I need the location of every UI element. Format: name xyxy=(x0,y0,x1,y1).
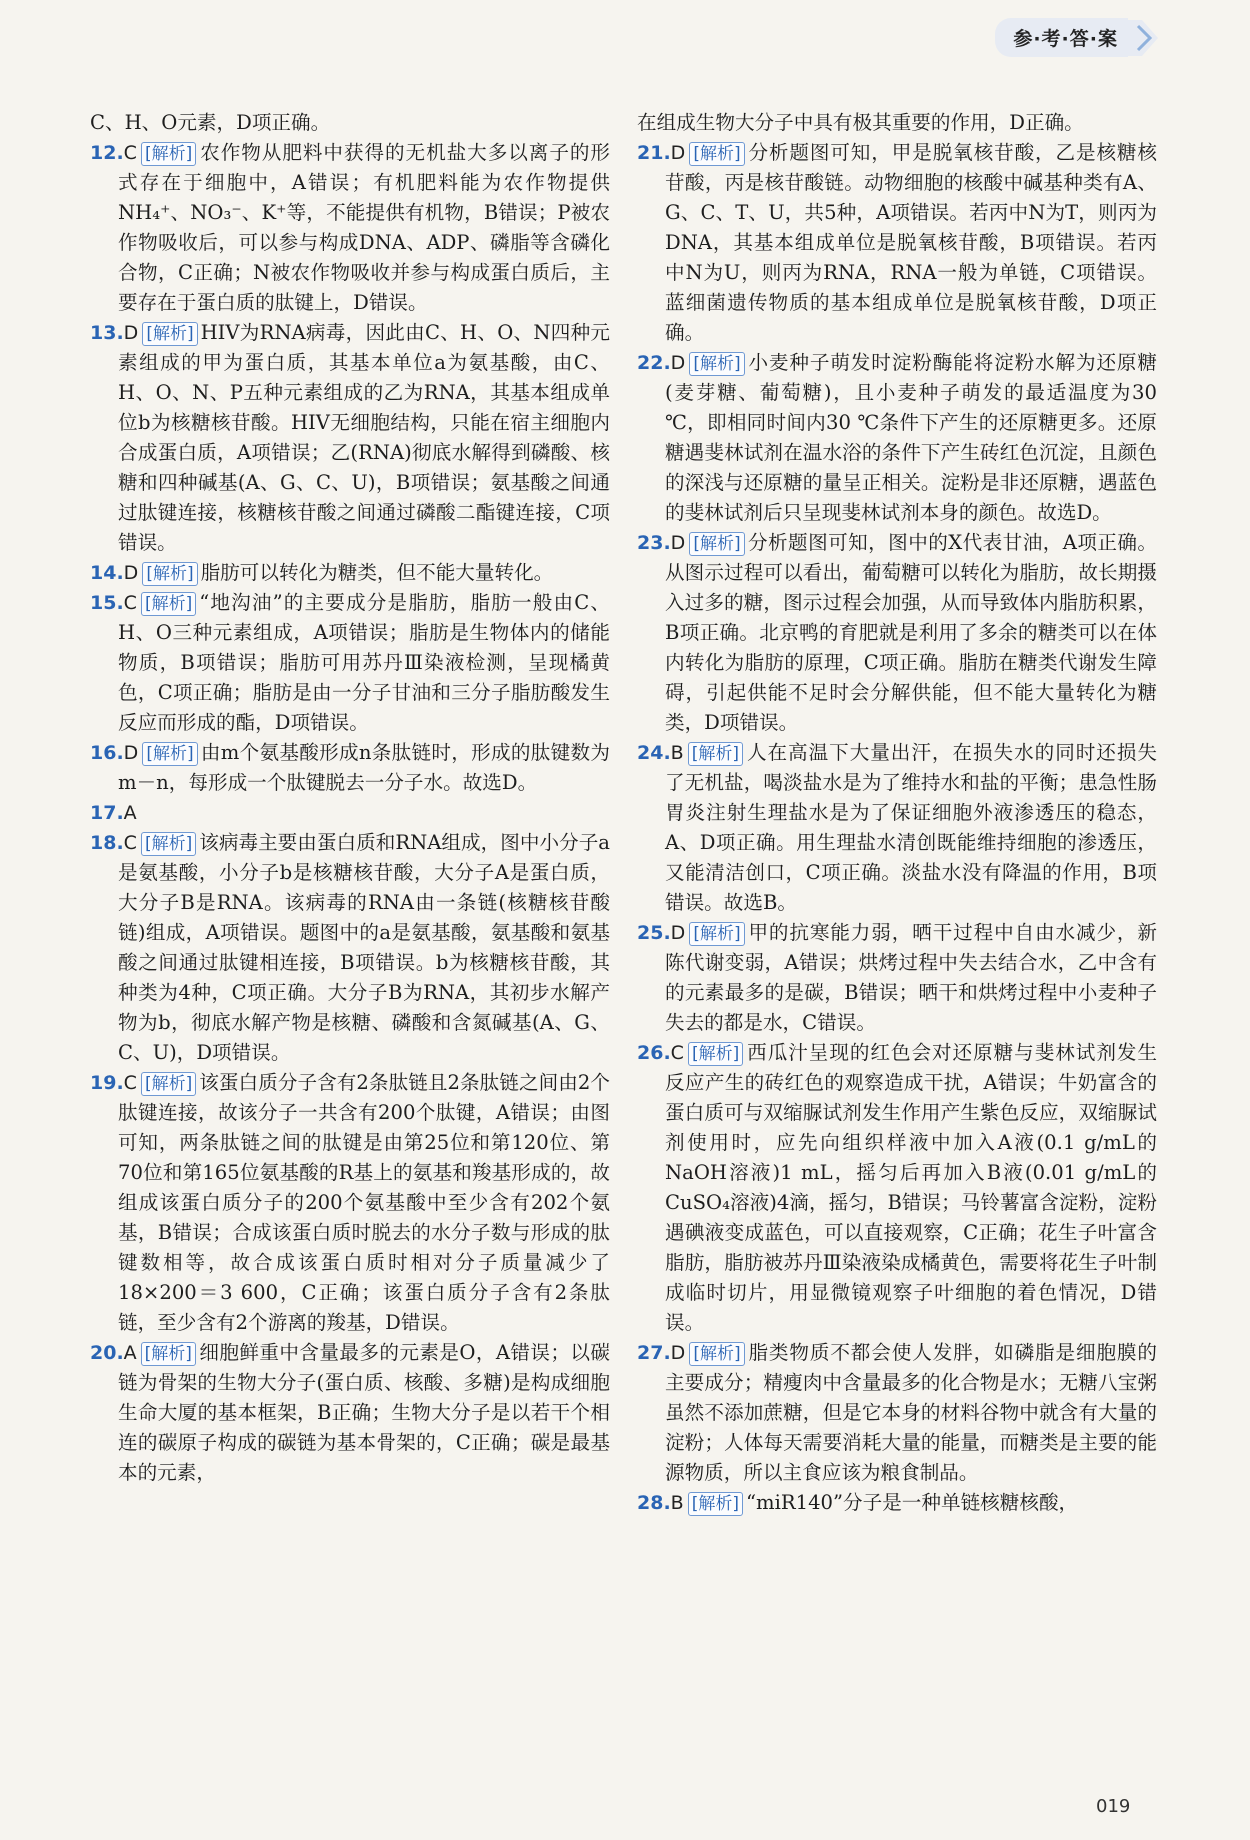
answer-letter: D xyxy=(123,322,139,344)
answer-letter: D xyxy=(123,742,139,764)
page-header-title: 参·考·答·案 xyxy=(995,18,1128,57)
answer-entry xyxy=(637,738,1157,918)
answer-letter: D xyxy=(670,142,686,164)
analysis-tag: [解析] xyxy=(688,1042,743,1066)
answer-letter: D xyxy=(123,562,139,584)
analysis-tag: [解析] xyxy=(689,922,744,946)
analysis-tag: [解析] xyxy=(142,322,197,346)
answer-explanation: C、H、O元素，D项正确。 xyxy=(90,111,331,134)
analysis-tag: [解析] xyxy=(141,832,196,856)
answer-explanation: 分析题图可知，甲是脱氧核苷酸，乙是核糖核苷酸，丙是核苷酸链。动物细胞的核酸中碱基种类有A、G、C、T、U，共5种，A项错误。若丙中N为T，则丙为DNA，其基本组成单位是脱氧核苷酸，B项错误。若丙中N为U，则丙为RNA，RNA一般为单链，C项错误。蓝细菌遗传物质的基本组成单位是脱氧核苷酸，D项正确。 xyxy=(665,141,1157,344)
question-number: 25. xyxy=(637,922,671,944)
answer-letter: D xyxy=(670,922,686,944)
answer-entry xyxy=(90,588,610,738)
answer-explanation: 在组成生物大分子中具有极其重要的作用，D正确。 xyxy=(637,111,1084,134)
answer-explanation: 小麦种子萌发时淀粉酶能将淀粉水解为还原糖(麦芽糖、葡萄糖)，且小麦种子萌发的最适温度为30 ℃，即相同时间内30 ℃条件下产生的还原糖更多。还原糖遇斐林试剂在温水浴的条件下产生砖红色沉淀，且颜色的深浅与还原糖的量呈正相关。淀粉是非还原糖，遇蓝色的斐林试剂后只呈现斐林试剂本身的颜色。故选D。 xyxy=(665,351,1157,524)
answer-explanation: 甲的抗寒能力弱，晒干过程中自由水减少，新陈代谢变弱，A错误；烘烤过程中失去结合水，乙中含有的元素最多的是碳，B错误；晒干和烘烤过程中小麦种子失去的都是水，C错误。 xyxy=(665,921,1157,1034)
answer-entry xyxy=(637,138,1157,348)
answer-column-left xyxy=(90,108,610,1488)
answer-entry xyxy=(90,108,610,138)
question-number: 19. xyxy=(90,1072,124,1094)
question-number: 14. xyxy=(90,562,124,584)
answer-explanation: 脂肪可以转化为糖类，但不能大量转化。 xyxy=(200,561,554,584)
answer-entry xyxy=(637,528,1157,738)
answer-explanation: 人在高温下大量出汗，在损失水的同时还损失了无机盐，喝淡盐水是为了维持水和盐的平衡；患急性肠胃炎注射生理盐水是为了保证细胞外液渗透压的稳态，A、D项正确。用生理盐水清创既能维持细胞的渗透压，又能清洁创口，C项正确。淡盐水没有降温的作用，B项错误。故选B。 xyxy=(665,741,1157,914)
answer-column-right xyxy=(637,108,1157,1518)
answer-explanation: HIV为RNA病毒，因此由C、H、O、N四种元素组成的甲为蛋白质，其基本单位a为氨基酸，由C、H、O、N、P五种元素组成的乙为RNA，其基本组成单位b为核糖核苷酸。HIV无细胞结构，只能在宿主细胞内合成蛋白质，A项错误；乙(RNA)彻底水解得到磷酸、核糖和四种碱基(A、G、C、U)，B项错误；氨基酸之间通过肽键连接，核糖核苷酸之间通过磷酸二酯键连接，C项错误。 xyxy=(118,321,610,554)
analysis-tag: [解析] xyxy=(689,1342,744,1366)
analysis-tag: [解析] xyxy=(689,532,744,556)
answer-entry xyxy=(637,918,1157,1038)
question-number: 16. xyxy=(90,742,124,764)
analysis-tag: [解析] xyxy=(141,1072,196,1096)
question-number: 12. xyxy=(90,142,124,164)
answer-letter: A xyxy=(123,1342,137,1364)
analysis-tag: [解析] xyxy=(141,592,196,616)
question-number: 20. xyxy=(90,1342,124,1364)
answer-letter: A xyxy=(123,802,137,824)
question-number: 27. xyxy=(637,1342,671,1364)
answer-entry xyxy=(637,1038,1157,1338)
chevron-right-icon xyxy=(1128,20,1160,56)
question-number: 21. xyxy=(637,142,671,164)
answer-entry xyxy=(637,1338,1157,1488)
analysis-tag: [解析] xyxy=(689,352,744,376)
answer-letter: C xyxy=(123,142,137,164)
answer-letter: C xyxy=(123,1072,137,1094)
answer-explanation: 脂类物质不都会使人发胖，如磷脂是细胞膜的主要成分；精瘦肉中含量最多的化合物是水；无糖八宝粥虽然不添加蔗糖，但是它本身的材料谷物中就含有大量的淀粉；人体每天需要消耗大量的能量，而糖类是主要的能源物质，所以主食应该为粮食制品。 xyxy=(665,1341,1157,1484)
answer-entry xyxy=(637,108,1157,138)
analysis-tag: [解析] xyxy=(142,562,197,586)
page-number: 019 xyxy=(1096,1796,1131,1817)
answer-letter: D xyxy=(670,352,686,374)
answer-letter: B xyxy=(670,1492,684,1514)
answer-entry xyxy=(637,348,1157,528)
answer-entry xyxy=(90,1338,610,1488)
analysis-tag: [解析] xyxy=(689,142,744,166)
column-divider xyxy=(623,108,624,1748)
question-number: 17. xyxy=(90,802,124,824)
answer-entry xyxy=(90,558,610,588)
answer-explanation: 细胞鲜重中含量最多的元素是O，A错误；以碳链为骨架的生物大分子(蛋白质、核酸、多糖)是构成细胞生命大厦的基本框架，B正确；生物大分子是以若干个相连的碳原子构成的碳链为基本骨架的，C正确；碳是最基本的元素， xyxy=(118,1341,610,1484)
analysis-tag: [解析] xyxy=(688,742,743,766)
answer-explanation: 农作物从肥料中获得的无机盐大多以离子的形式存在于细胞中，A错误；有机肥料能为农作物提供NH₄⁺、NO₃⁻、K⁺等，不能提供有机物，B错误；P被农作物吸收后，可以参与构成DNA、ADP、磷脂等含磷化合物，C正确；N被农作物吸收并参与构成蛋白质后，主要存在于蛋白质的肽键上，D错误。 xyxy=(118,141,610,314)
question-number: 15. xyxy=(90,592,124,614)
answer-explanation: “地沟油”的主要成分是脂肪，脂肪一般由C、H、O三种元素组成，A项错误；脂肪是生物体内的储能物质，B项错误；脂肪可用苏丹Ⅲ染液检测，呈现橘黄色，C项正确；脂肪是由一分子甘油和三分子脂肪酸发生反应而形成的酯，D项错误。 xyxy=(118,591,610,734)
answer-letter: D xyxy=(670,532,686,554)
question-number: 13. xyxy=(90,322,124,344)
question-number: 24. xyxy=(637,742,671,764)
question-number: 26. xyxy=(637,1042,671,1064)
answer-letter: C xyxy=(670,1042,684,1064)
question-number: 18. xyxy=(90,832,124,854)
question-number: 22. xyxy=(637,352,671,374)
answer-entry xyxy=(90,318,610,558)
answer-explanation: 由m个氨基酸形成n条肽链时，形成的肽键数为m－n，每形成一个肽键脱去一分子水。故选D。 xyxy=(118,741,610,794)
analysis-tag: [解析] xyxy=(141,142,196,166)
answer-entry xyxy=(90,138,610,318)
answer-explanation: 分析题图可知，图中的X代表甘油，A项正确。从图示过程可以看出，葡萄糖可以转化为脂肪，故长期摄入过多的糖，图示过程会加强，从而导致体内脂肪积累，B项正确。北京鸭的育肥就是利用了多余的糖类可以在体内转化为脂肪的原理，C项正确。脂肪在糖类代谢发生障碍，引起供能不足时会分解供能，但不能大量转化为糖类，D项错误。 xyxy=(665,531,1157,734)
answer-explanation: 西瓜汁呈现的红色会对还原糖与斐林试剂发生反应产生的砖红色的观察造成干扰，A错误；牛奶富含的蛋白质可与双缩脲试剂发生作用产生紫色反应，双缩脲试剂使用时，应先向组织样液中加入A液(0.1 g/mL的NaOH溶液)1 mL，摇匀后再加入B液(0.01 g/mL的CuSO₄溶液)4滴，摇匀，B错误；马铃薯富含淀粉，淀粉遇碘液变成蓝色，可以直接观察，C正确；花生子叶富含脂肪，脂肪被苏丹Ⅲ染液染成橘黄色，需要将花生子叶制成临时切片，用显微镜观察子叶细胞的着色情况，D错误。 xyxy=(665,1041,1157,1334)
answer-letter: B xyxy=(670,742,684,764)
question-number: 28. xyxy=(637,1492,671,1514)
answer-explanation: “miR140”分子是一种单链核糖核酸， xyxy=(745,1491,1079,1514)
answer-entry xyxy=(637,1488,1157,1518)
analysis-tag: [解析] xyxy=(141,1342,196,1366)
analysis-tag: [解析] xyxy=(688,1492,743,1516)
answer-explanation: 该蛋白质分子含有2条肽链且2条肽链之间由2个肽键连接，故该分子一共含有200个肽键，A错误；由图可知，两条肽链之间的肽键是由第25位和第120位、第70位和第165位氨基酸的R基上的氨基和羧基形成的，故组成该蛋白质分子的200个氨基酸中至少含有202个氨基，B错误；合成该蛋白质时脱去的水分子数与形成的肽键数相等，故合成该蛋白质时相对分子质量减少了18×200＝3 600，C正确；该蛋白质分子含有2条肽链，至少含有2个游离的羧基，D错误。 xyxy=(118,1071,610,1334)
answer-explanation: 该病毒主要由蛋白质和RNA组成，图中小分子a是氨基酸，小分子b是核糖核苷酸，大分子A是蛋白质，大分子B是RNA。该病毒的RNA由一条链(核糖核苷酸链)组成，A项错误。题图中的a是氨基酸，氨基酸和氨基酸之间通过肽键相连接，B项错误。b为核糖核苷酸，其种类为4种，C项正确。大分子B为RNA，其初步水解产物为b，彻底水解产物是核糖、磷酸和含氮碱基(A、G、C、U)，D项错误。 xyxy=(118,831,610,1064)
answer-entry xyxy=(90,738,610,798)
answer-entry xyxy=(90,1068,610,1338)
answer-letter: C xyxy=(123,592,137,614)
header-tab xyxy=(995,18,1160,57)
answer-letter: D xyxy=(670,1342,686,1364)
answer-entry xyxy=(90,828,610,1068)
answer-entry xyxy=(90,798,610,828)
analysis-tag: [解析] xyxy=(142,742,197,766)
question-number: 23. xyxy=(637,532,671,554)
answer-letter: C xyxy=(123,832,137,854)
